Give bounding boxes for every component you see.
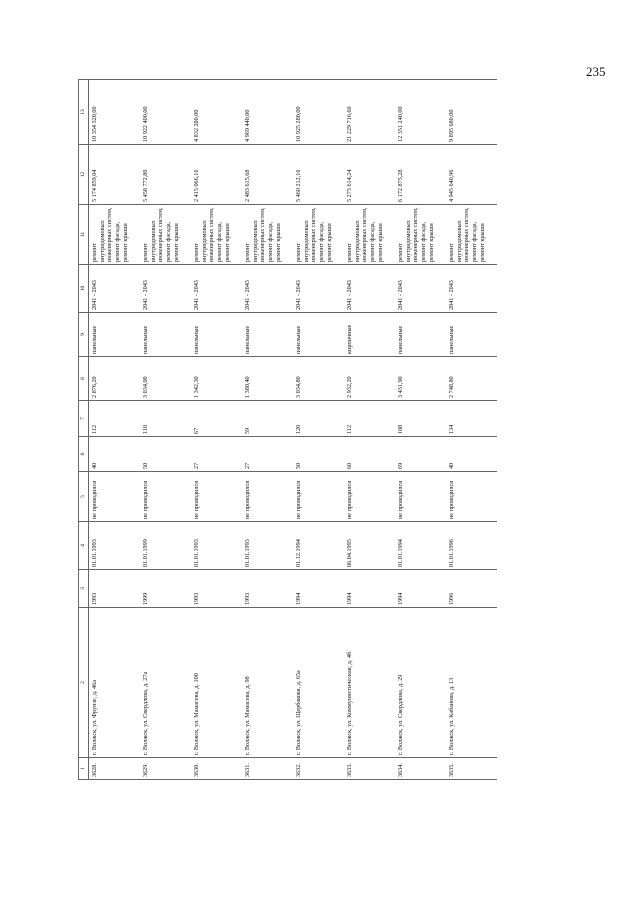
apartments-cell: 60 [344,437,395,472]
address-cell: г. Волжск, ул. Коммунистическая, д. 4б [344,608,395,758]
table-row [446,80,497,780]
cost-cell: 4 945 640,96 [446,145,497,205]
repair-period-cell: 2041 - 2043 [446,265,497,313]
cost-cell: 5 174 859,04 [88,145,140,205]
row-number-cell: 3634. [395,758,446,780]
commission-date-cell: 01.01.1993 [242,522,293,570]
repair-period-cell: 2041 - 2043 [191,265,242,313]
area-cell: 2 748,80 [446,357,497,401]
apartments-cell: 27 [242,437,293,472]
row-number-cell: 3629. [140,758,191,780]
repair-works-cell: ремонт внутридомовых инженерных систем, ремонт фасада, ремонт крыши [344,205,395,265]
address-cell: г. Волжск, ул. Мамасева, д. 100 [191,608,242,758]
repair-works-cell: ремонт внутридомовых инженерных систем, ремонт фасада, ремонт крыши [395,205,446,265]
area-cell: 3 034,80 [293,357,344,401]
apartments-cell: 69 [395,437,446,472]
repair-period-cell: 2041 - 2043 [140,265,191,313]
cost-cell: 5 458 772,80 [140,145,191,205]
total-cost-cell: 4 969 440,00 [242,80,293,145]
apartments-cell: 40 [88,437,140,472]
year-built-cell: 1993 [191,570,242,608]
header-row [79,80,89,780]
residents-cell: 67 [191,401,242,437]
cost-cell: 2 415 066,16 [191,145,242,205]
last-repair-cell: не проводился [242,472,293,522]
address-cell: г. Волжск, ул. Щербакова, д. 65а [293,608,344,758]
header-cell: 7 [79,401,89,437]
rotated-table-container [78,80,538,780]
total-cost-cell: 10 354 320,00 [88,80,140,145]
area-cell: 2 876,20 [88,357,140,401]
address-cell: г. Волжск, ул. Мамасева, д. 98 [242,608,293,758]
area-cell: 3 431,90 [395,357,446,401]
repair-works-cell: ремонт внутридомовых инженерных систем, ремонт фасада, ремонт крыши [88,205,140,265]
residents-cell: 110 [140,401,191,437]
total-cost-cell: 21 229 716,60 [344,80,395,145]
commission-date-cell: 01.01.1993 [88,522,140,570]
year-built-cell: 1999 [140,570,191,608]
year-built-cell: 1994 [293,570,344,608]
repair-period-cell: 2041 - 2043 [242,265,293,313]
repair-works-cell: ремонт внутридомовых инженерных систем, ремонт фасада, ремонт крыши [140,205,191,265]
year-built-cell: 1996 [446,570,497,608]
apartments-cell: 27 [191,437,242,472]
repair-period-cell: 2041 - 2043 [293,265,344,313]
header-cell: 3 [79,570,89,608]
header-cell: 10 [79,265,89,313]
header-cell: 8 [79,357,89,401]
last-repair-cell: не проводился [395,472,446,522]
address-cell: г. Волжск, ул. Кабанова, д. 13 [446,608,497,758]
last-repair-cell: не проводился [88,472,140,522]
row-number-cell: 3631. [242,758,293,780]
table-row [191,80,242,780]
wall-material-cell: панельные [446,313,497,357]
header-cell: 2 [79,608,89,758]
wall-material-cell: панельные [191,313,242,357]
header-cell: 5 [79,472,89,522]
row-number-cell: 3635. [446,758,497,780]
repair-works-cell: ремонт внутридомовых инженерных систем, ремонт фасада, ремонт крыши [446,205,497,265]
commission-date-cell: 01.01.1996 [446,522,497,570]
commission-date-cell: 01.01.1999 [140,522,191,570]
last-repair-cell: не проводился [344,472,395,522]
header-cell: 1 [79,758,89,780]
year-built-cell: 1994 [344,570,395,608]
table-row [242,80,293,780]
cost-cell: 2 483 615,68 [242,145,293,205]
residents-cell: 59 [242,401,293,437]
row-number-cell: 3630. [191,758,242,780]
wall-material-cell: панельные [140,313,191,357]
area-cell: 1 342,30 [191,357,242,401]
wall-material-cell: панельные [88,313,140,357]
year-built-cell: 1994 [395,570,446,608]
area-cell: 1 380,40 [242,357,293,401]
table-row [344,80,395,780]
wall-material-cell: панельные [242,313,293,357]
address-cell: г. Волжск, ул. Фрунзе, д. 46а [88,608,140,758]
last-repair-cell: не проводился [191,472,242,522]
residents-cell: 120 [293,401,344,437]
total-cost-cell: 10 922 400,00 [140,80,191,145]
residents-cell: 108 [395,401,446,437]
header-cell: 4 [79,522,89,570]
last-repair-cell: не проводился [140,472,191,522]
header-cell: 9 [79,313,89,357]
header-cell: 13 [79,80,89,145]
commission-date-cell: 01.01.1994 [395,522,446,570]
repair-works-cell: ремонт внутридомовых инженерных систем, ремонт фасада, ремонт крыши [242,205,293,265]
cost-cell: 6 172 875,28 [395,145,446,205]
residents-cell: 112 [344,401,395,437]
apartments-cell: 50 [293,437,344,472]
wall-material-cell: панельные [293,313,344,357]
table-row [140,80,191,780]
last-repair-cell: не проводился [293,472,344,522]
page-number: 235 [586,64,606,79]
row-number-cell: 3633. [344,758,395,780]
residents-cell: 134 [446,401,497,437]
header-cell: 12 [79,145,89,205]
commission-date-cell: 01.01.1993 [191,522,242,570]
total-cost-cell: 4 832 280,00 [191,80,242,145]
total-cost-cell: 12 351 240,00 [395,80,446,145]
repair-period-cell: 2041 - 2043 [344,265,395,313]
cost-cell: 5 460 212,16 [293,145,344,205]
apartments-cell: 50 [140,437,191,472]
commission-date-cell: 01.12.1994 [293,522,344,570]
header-cell: 6 [79,437,89,472]
commission-date-cell: 06.04.1995 [344,522,395,570]
wall-material-cell: панельные [395,313,446,357]
total-cost-cell: 10 925 280,00 [293,80,344,145]
row-number-cell: 3632. [293,758,344,780]
table-row [395,80,446,780]
apartments-cell: 40 [446,437,497,472]
row-number-cell: 3628. [88,758,140,780]
table-row [88,80,140,780]
repair-period-cell: 2041 - 2043 [88,265,140,313]
table-row [293,80,344,780]
address-cell: г. Волжск, ул. Свердлова, д. 29 [395,608,446,758]
cost-cell: 5 275 614,24 [344,145,395,205]
area-cell: 3 034,00 [140,357,191,401]
capital-repair-table [78,79,497,780]
residents-cell: 112 [88,401,140,437]
repair-period-cell: 2041 - 2043 [395,265,446,313]
repair-works-cell: ремонт внутридомовых инженерных систем, ремонт фасада, ремонт крыши [293,205,344,265]
wall-material-cell: кирпичные [344,313,395,357]
year-built-cell: 1993 [88,570,140,608]
address-cell: г. Волжск, ул. Свердлова, д. 27а [140,608,191,758]
total-cost-cell: 9 895 680,00 [446,80,497,145]
area-cell: 2 932,20 [344,357,395,401]
header-cell: 11 [79,205,89,265]
year-built-cell: 1993 [242,570,293,608]
repair-works-cell: ремонт внутридомовых инженерных систем, ремонт фасада, ремонт крыши [191,205,242,265]
last-repair-cell: не проводился [446,472,497,522]
